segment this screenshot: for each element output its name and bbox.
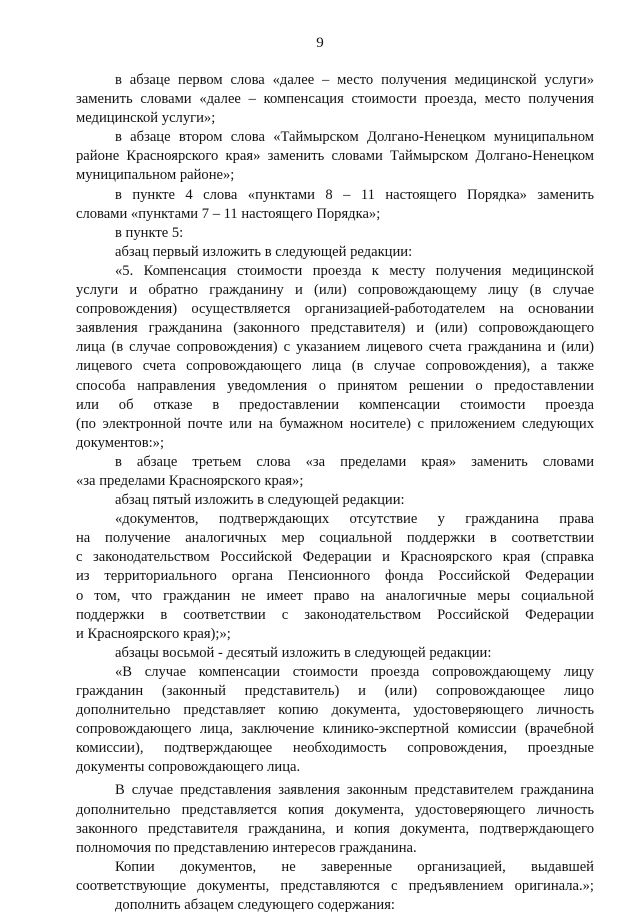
text-line: медицинской услуги»; bbox=[76, 110, 216, 127]
text-line: в абзаце первом слова «далее – место получения медицинской услуги» bbox=[115, 72, 594, 88]
document-body bbox=[76, 71, 594, 915]
text-line: о том, что гражданин не имеет право на аналогичные меры социальной bbox=[76, 587, 594, 604]
text-line: сопровождения) осуществляется организацией-работодателем на основании bbox=[76, 301, 594, 318]
text-line: или об отказе в предоставлении компенсации стоимости проезда bbox=[76, 396, 594, 413]
text-line: в абзаце третьем слова «за пределами края» заменить словами bbox=[115, 453, 594, 470]
text-line: заявления гражданина (законного представителя) и (или) сопровождающего bbox=[76, 320, 594, 337]
text-line: из территориального органа Пенсионного фонда Российской Федерации bbox=[76, 568, 594, 585]
text-line: «за пределами Красноярского края»; bbox=[76, 472, 304, 489]
text-line: муниципальном районе»; bbox=[76, 167, 235, 184]
text-line: и Красноярского края);»; bbox=[76, 625, 231, 642]
text-line: способа направления уведомления о принятом решении о предоставлении bbox=[76, 377, 594, 394]
text-line: лицевого счета сопровождающего лица (в случае сопровождения), а также bbox=[76, 358, 594, 375]
text-line: в пункте 5: bbox=[115, 224, 184, 241]
text-line: сопровождающего лица, заключение клинико-экспертной комиссии (врачебной bbox=[76, 721, 594, 738]
text-line: районе Красноярского края» заменить словами Таймырском Долгано-Ненецком bbox=[76, 148, 594, 165]
text-line: абзацы восьмой - десятый изложить в следующей редакции: bbox=[115, 644, 492, 661]
text-line: лица (в случае сопровождения) с указанием лицевого счета гражданина и (или) bbox=[76, 339, 594, 356]
text-line: гражданин (законный представитель) и (или) сопровождающее лицо bbox=[76, 683, 594, 699]
text-line: «В случае компенсации стоимости проезда сопровождающему лицу bbox=[115, 663, 594, 680]
text-line: «документов, подтверждающих отсутствие у гражданина права bbox=[115, 511, 594, 528]
text-line: поддержки в соответствии с законодательством Российской Федерации bbox=[76, 606, 594, 623]
text-line: услуги и обратно гражданину и (или) сопровождающему лицу (в случае bbox=[76, 282, 594, 299]
text-line: документы сопровождающего лица. bbox=[76, 759, 301, 776]
text-line: дополнить абзацем следующего содержания: bbox=[115, 897, 395, 914]
text-line: В случае представления заявления законным представителем гражданина bbox=[115, 782, 594, 799]
text-line: «5. Компенсация стоимости проезда к месту получения медицинской bbox=[115, 262, 594, 279]
text-line: заменить словами «далее – компенсация стоимости проезда, место получения bbox=[76, 91, 594, 108]
text-line: с законодательством Российской Федерации и Красноярского края (справка bbox=[76, 549, 594, 566]
text-line: документов:»; bbox=[76, 434, 165, 451]
text-line: дополнительно представляет копию документа, удостоверяющего личность bbox=[76, 702, 594, 719]
text-line: в пункте 4 слова «пунктами 8 – 11 настоящего Порядка» заменить bbox=[115, 186, 594, 203]
text-line: на получение аналогичных мер социальной поддержки в соответствии bbox=[76, 530, 594, 547]
text-line: полномочия по представлению интересов гражданина. bbox=[76, 839, 417, 856]
text-line: дополнительно представляется копия документа, удостоверяющего личность bbox=[76, 801, 594, 818]
text-line: в абзаце втором слова «Таймырском Долгано-Ненецком муниципальном bbox=[115, 129, 594, 146]
text-line: абзац первый изложить в следующей редакции: bbox=[115, 243, 413, 260]
page-number: 9 bbox=[316, 35, 324, 51]
text-line: законного представителя гражданина, и копия документа, подтверждающего bbox=[76, 820, 594, 837]
text-line: (по электронной почте или на бумажном носителе) с приложением следующих bbox=[76, 415, 594, 432]
text-line: комиссии), подтверждающее необходимость сопровождения, проездные bbox=[76, 740, 594, 757]
text-line: соответствующие документы, представляются с предъявлением оригинала.»; bbox=[76, 877, 594, 894]
text-line: абзац пятый изложить в следующей редакции: bbox=[115, 492, 405, 509]
text-line: словами «пунктами 7 – 11 настоящего Порядка»; bbox=[76, 205, 381, 222]
text-line: Копии документов, не заверенные организацией, выдавшей bbox=[115, 858, 594, 875]
